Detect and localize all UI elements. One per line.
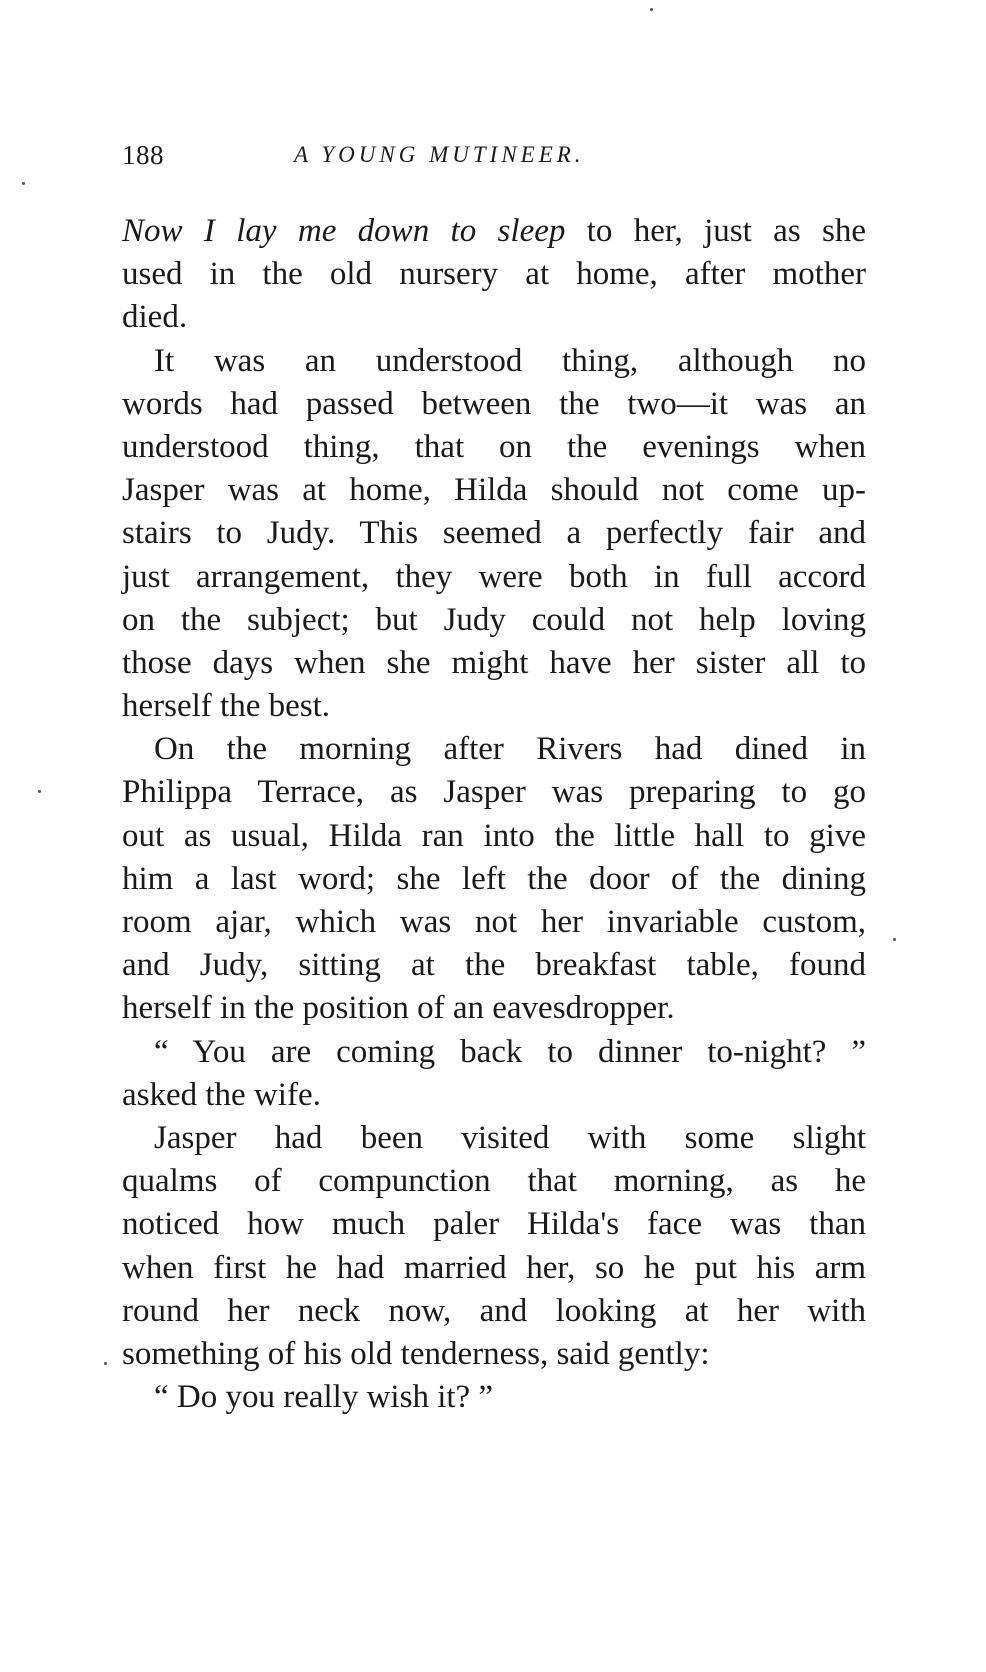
text-line bbox=[122, 771, 866, 814]
italic-phrase: Now I lay me down to sleep bbox=[122, 213, 566, 249]
line-text: “ You are coming back to dinner to-night? ” bbox=[154, 1033, 866, 1070]
text-line bbox=[122, 469, 866, 512]
line-text: herself the best. bbox=[122, 688, 331, 725]
line-text: something of his old tenderness, said gently: bbox=[122, 1335, 710, 1372]
line-text: just arrangement, they were both in full accord bbox=[122, 558, 866, 595]
text-line bbox=[122, 685, 866, 728]
text-line bbox=[122, 728, 866, 771]
line-text: to her, just as she bbox=[565, 213, 866, 249]
speck-mark bbox=[22, 182, 25, 185]
running-title: A YOUNG MUTINEER. bbox=[294, 142, 585, 167]
line-text: when first he had married her, so he put his arm bbox=[122, 1249, 866, 1286]
line-text: noticed how much paler Hilda's face was than bbox=[122, 1206, 866, 1243]
text-line bbox=[122, 1031, 866, 1074]
text-line bbox=[122, 253, 866, 296]
text-line bbox=[122, 340, 866, 383]
line-text: stairs to Judy. This seemed a perfectly fair and bbox=[122, 515, 866, 552]
line-text: those days when she might have her sister all to bbox=[122, 644, 866, 681]
text-line bbox=[122, 1203, 866, 1246]
text-line bbox=[122, 815, 866, 858]
text-line bbox=[122, 642, 866, 685]
line-text: It was an understood thing, although no bbox=[154, 342, 866, 379]
text-line bbox=[122, 1160, 866, 1203]
line-text: Jasper was at home, Hilda should not come up- bbox=[122, 472, 866, 509]
speck-mark bbox=[650, 8, 653, 11]
speck-mark bbox=[104, 1362, 107, 1365]
line-text: understood thing, that on the evenings when bbox=[122, 428, 866, 465]
text-line bbox=[122, 858, 866, 901]
text-line bbox=[122, 210, 866, 253]
line-text: herself in the position of an eavesdropper. bbox=[122, 990, 675, 1027]
line-text: Jasper had been visited with some slight bbox=[154, 1119, 866, 1156]
line-text: room ajar, which was not her invariable custom, bbox=[122, 904, 866, 940]
line-text: used in the old nursery at home, after mother bbox=[122, 256, 866, 293]
page-number: 188 bbox=[122, 140, 164, 170]
text-line bbox=[122, 296, 866, 339]
line-text: “ Do you really wish it? ” bbox=[154, 1379, 494, 1416]
text-line bbox=[122, 1376, 866, 1419]
text-line bbox=[122, 901, 866, 944]
line-text: him a last word; she left the door of the dining bbox=[122, 860, 866, 897]
speck-mark bbox=[893, 938, 896, 941]
running-head bbox=[122, 140, 860, 180]
text-line bbox=[122, 556, 866, 599]
speck-mark bbox=[38, 790, 41, 793]
text-line bbox=[122, 599, 866, 642]
text-line bbox=[122, 944, 866, 987]
text-line bbox=[122, 1247, 866, 1290]
text-line bbox=[122, 1333, 866, 1376]
line-text: died. bbox=[122, 299, 188, 336]
text-line bbox=[122, 1290, 866, 1333]
text-line bbox=[122, 426, 866, 469]
line-text: words had passed between the two—it was an bbox=[122, 385, 866, 422]
line-text: and Judy, sitting at the breakfast table, found bbox=[122, 947, 866, 984]
text-line bbox=[122, 1117, 866, 1160]
text-line bbox=[122, 383, 866, 426]
text-line bbox=[122, 1074, 866, 1117]
line-text: out as usual, Hilda ran into the little hall to give bbox=[122, 817, 866, 854]
line-text: qualms of compunction that morning, as he bbox=[122, 1163, 866, 1200]
line-text: On the morning after Rivers had dined in bbox=[154, 731, 866, 768]
body-text bbox=[122, 210, 866, 1419]
text-line bbox=[122, 987, 866, 1030]
line-text: Philippa Terrace, as Jasper was preparing to go bbox=[122, 774, 866, 811]
text-line bbox=[122, 512, 866, 555]
line-text: round her neck now, and looking at her with bbox=[122, 1292, 866, 1329]
line-text: on the subject; but Judy could not help loving bbox=[122, 601, 866, 638]
line-text: asked the wife. bbox=[122, 1076, 321, 1113]
